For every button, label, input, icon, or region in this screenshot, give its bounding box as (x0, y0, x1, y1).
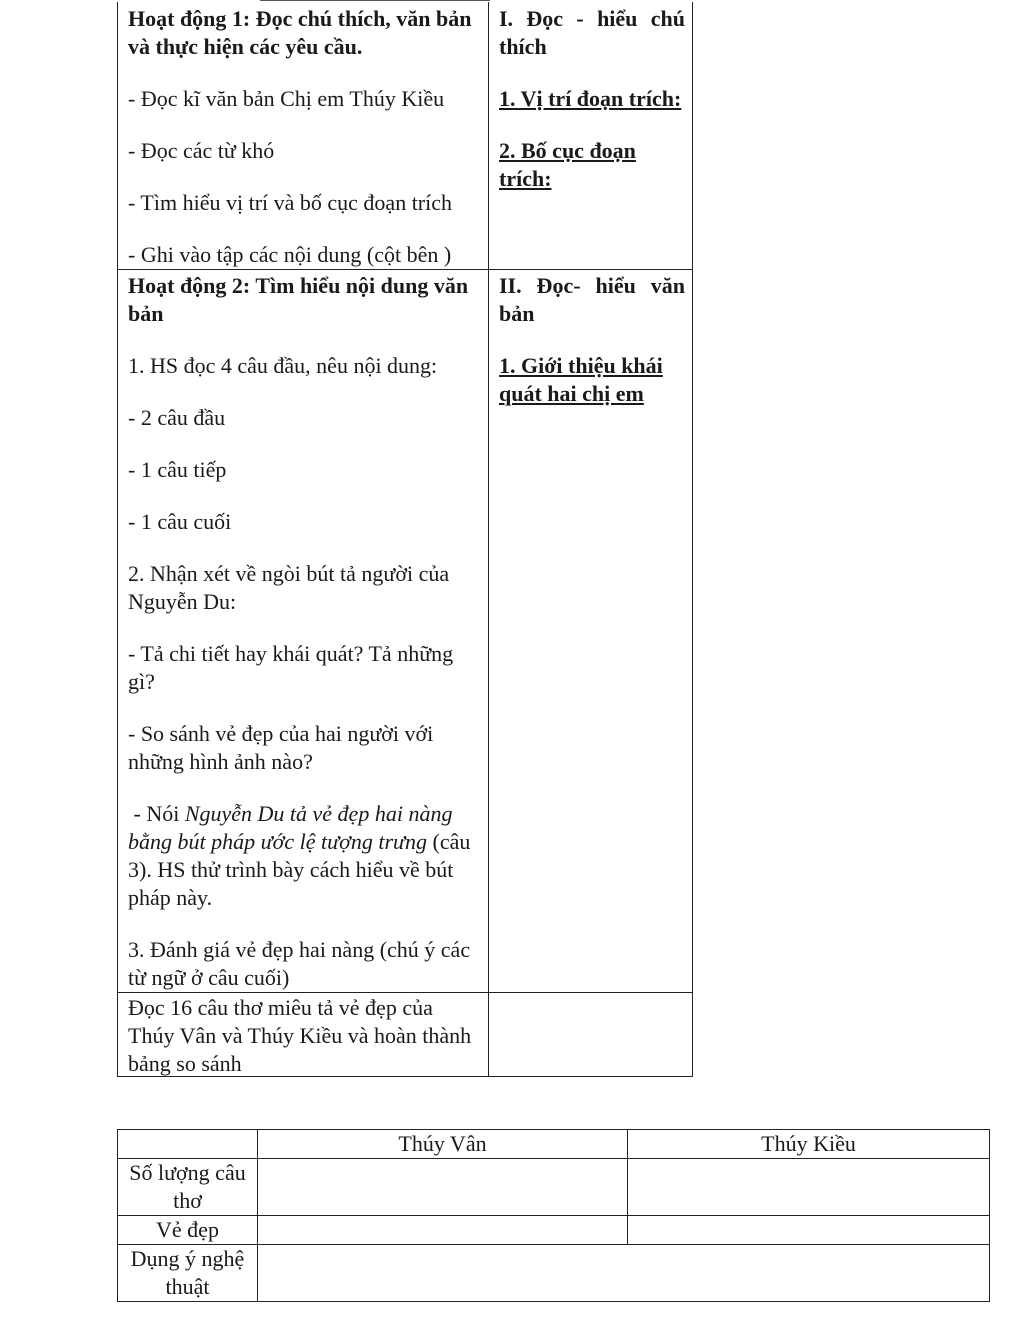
row-divider (118, 269, 692, 270)
list-item (128, 800, 480, 912)
row-divider (118, 992, 692, 993)
q2-item3-italic: Nguyễn Du tả vẻ đẹp hai nàng bằng bút pháp ước lệ tượng trưng (128, 801, 453, 854)
list-item: - Đọc các từ khó (128, 138, 275, 163)
table-header-row (118, 1130, 990, 1159)
list-item: - Tả chi tiết hay khái quát? Tả những gì? (128, 641, 454, 694)
list-item: - 2 câu đầu (128, 405, 226, 430)
activity-2-cell (128, 272, 480, 992)
section-2-title: II. Đọc- hiểu văn bản (499, 273, 685, 326)
column-divider (488, 2, 489, 1076)
reading-task-cell (128, 994, 480, 1078)
header-thuy-kieu: Thúy Kiều (628, 1130, 990, 1159)
header-empty-cell (118, 1130, 258, 1159)
list-item: - Ghi vào tập các nội dung (cột bên ) (128, 242, 452, 267)
question-3: 3. Đánh giá vẻ đẹp hai nàng (chú ý các từ ngữ ở câu cuối) (128, 937, 471, 990)
section-2-cell (499, 272, 685, 408)
activity-table (117, 2, 693, 1077)
row-label-artistic-intent: Dụng ý nghệ thuật (118, 1245, 258, 1302)
activity-1-cell (128, 5, 480, 269)
section-1-title: I. Đọc - hiểu chú thích (499, 6, 685, 59)
cell-kieu-beauty (628, 1216, 990, 1245)
question-2: 2. Nhận xét về ngòi bút tả người của Nguyễn Du: (128, 561, 450, 614)
section-1-sub-layout: 2. Bố cục đoạn trích: (499, 138, 636, 191)
table-row (118, 1159, 990, 1216)
cell-van-verse-count (258, 1159, 628, 1216)
question-1: 1. HS đọc 4 câu đầu, nêu nội dung: (128, 353, 438, 378)
activity-1-heading-prefix: Hoạt động 1 (128, 6, 243, 31)
q2-item3-suffix: (câu 3). HS thử trình bày cách hiểu về bút pháp này. (128, 829, 471, 910)
q2-item3-prefix: - Nói (128, 801, 185, 826)
comparison-table (117, 1129, 990, 1302)
cell-kieu-verse-count (628, 1159, 990, 1216)
cell-artistic-intent (258, 1245, 990, 1302)
reading-task-text: Đọc 16 câu thơ miêu tả vẻ đẹp của Thúy Vân và Thúy Kiều và hoàn thành bảng so sánh (128, 995, 472, 1076)
cell-van-beauty (258, 1216, 628, 1245)
row-label-verse-count: Số lượng câu thơ (118, 1159, 258, 1216)
table-row (118, 1245, 990, 1302)
list-item: - 1 câu tiếp (128, 457, 227, 482)
activity-2-heading: Hoạt động 2: Tìm hiểu nội dung văn bản (128, 273, 469, 326)
activity-1-heading-rest: : Đọc chú thích, văn bản và thực hiện các yêu cầu. (128, 6, 472, 59)
list-item: - Đọc kĩ văn bản Chị em Thúy Kiều (128, 86, 445, 111)
table-row (118, 1216, 990, 1245)
list-item: - Tìm hiểu vị trí và bố cục đoạn trích (128, 190, 453, 215)
section-1-sub-position: 1. Vị trí đoạn trích: (499, 86, 682, 111)
row-label-beauty: Vẻ đẹp (118, 1216, 258, 1245)
list-item: - So sánh vẻ đẹp của hai người với những hình ảnh nào? (128, 721, 434, 774)
header-thuy-van: Thúy Vân (258, 1130, 628, 1159)
section-1-cell (499, 5, 685, 193)
section-2-sub-intro: 1. Giới thiệu khái quát hai chị em (499, 353, 663, 406)
list-item: - 1 câu cuối (128, 509, 232, 534)
